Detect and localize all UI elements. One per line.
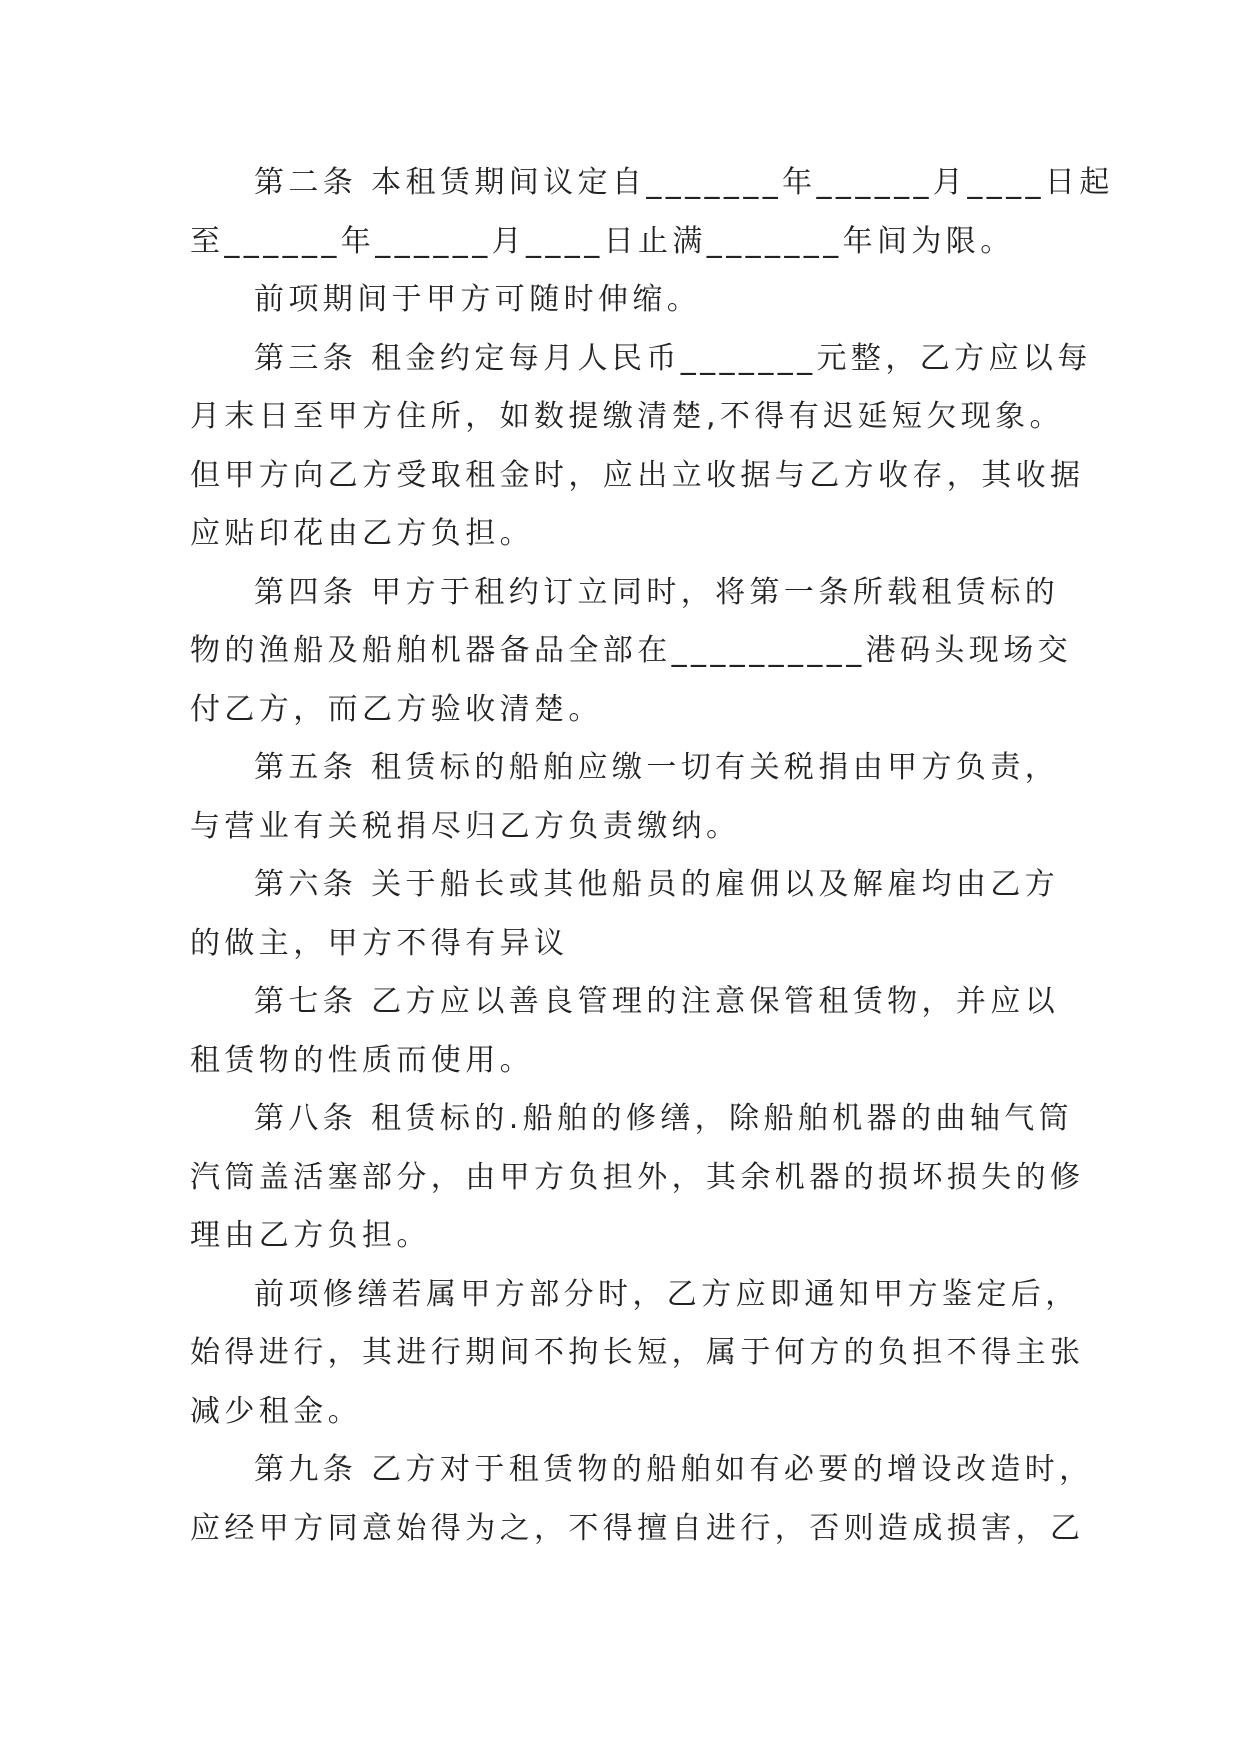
text-line: 的做主，甲方不得有异议 — [190, 925, 569, 961]
text-line: 但甲方向乙方受取租金时，应出立收据与乙方收存，其收据 — [190, 457, 1085, 493]
text-line: 第七条 乙方应以善良管理的注意保管租赁物，并应以 — [254, 984, 1060, 1019]
text-line: 租赁物的性质而使用。 — [190, 1042, 534, 1078]
text-line: 应贴印花由乙方负担。 — [190, 516, 534, 551]
text-line: 物的渔船及船舶机器备品全部在__________港码头现场交 — [190, 633, 1072, 668]
text-line: 前项修缮若属甲方部分时，乙方应即通知甲方鉴定后， — [254, 1276, 1080, 1312]
text-line: 理由乙方负担。 — [190, 1218, 431, 1253]
text-line: 第四条 甲方于租约订立同时，将第一条所载租赁标的 — [254, 574, 1060, 610]
text-line: 第九条 乙方对于租赁物的船舶如有必要的增设改造时， — [254, 1452, 1094, 1487]
text-line: 减少租金。 — [190, 1393, 362, 1429]
text-line: 应经甲方同意始得为之，不得擅自进行，否则造成损害，乙 — [190, 1510, 1085, 1546]
text-line: 第六条 关于船长或其他船员的雇佣以及解雇均由乙方 — [254, 867, 1060, 902]
text-line: 汽筒盖活塞部分，由甲方负担外，其余机器的损坏损失的修 — [190, 1159, 1085, 1195]
text-line: 第三条 租金约定每月人民币_______元整，乙方应以每 — [254, 340, 1092, 376]
text-line: 前项期间于甲方可随时伸缩。 — [254, 282, 702, 317]
text-line: 第八条 租赁标的.船舶的修缮，除船舶机器的曲轴气筒 — [254, 1101, 1074, 1136]
text-line: 始得进行，其进行期间不拘长短，属于何方的负担不得主张 — [190, 1335, 1085, 1370]
text-line: 与营业有关税捐尽归乙方负责缴纳。 — [190, 808, 741, 844]
contract-body — [190, 154, 1114, 1558]
text-line: 第二条 本租赁期间议定自_______年______月____日起 — [254, 165, 1114, 200]
text-line: 第五条 租赁标的船舶应缴一切有关税捐由甲方负责， — [254, 750, 1060, 785]
text-line: 至______年______月____日止满_______年间为限。 — [190, 223, 1015, 259]
text-line: 月末日至甲方住所，如数提缴清楚,不得有迟延短欠现象。 — [190, 399, 1064, 434]
text-line: 付乙方，而乙方验收清楚。 — [190, 691, 603, 727]
